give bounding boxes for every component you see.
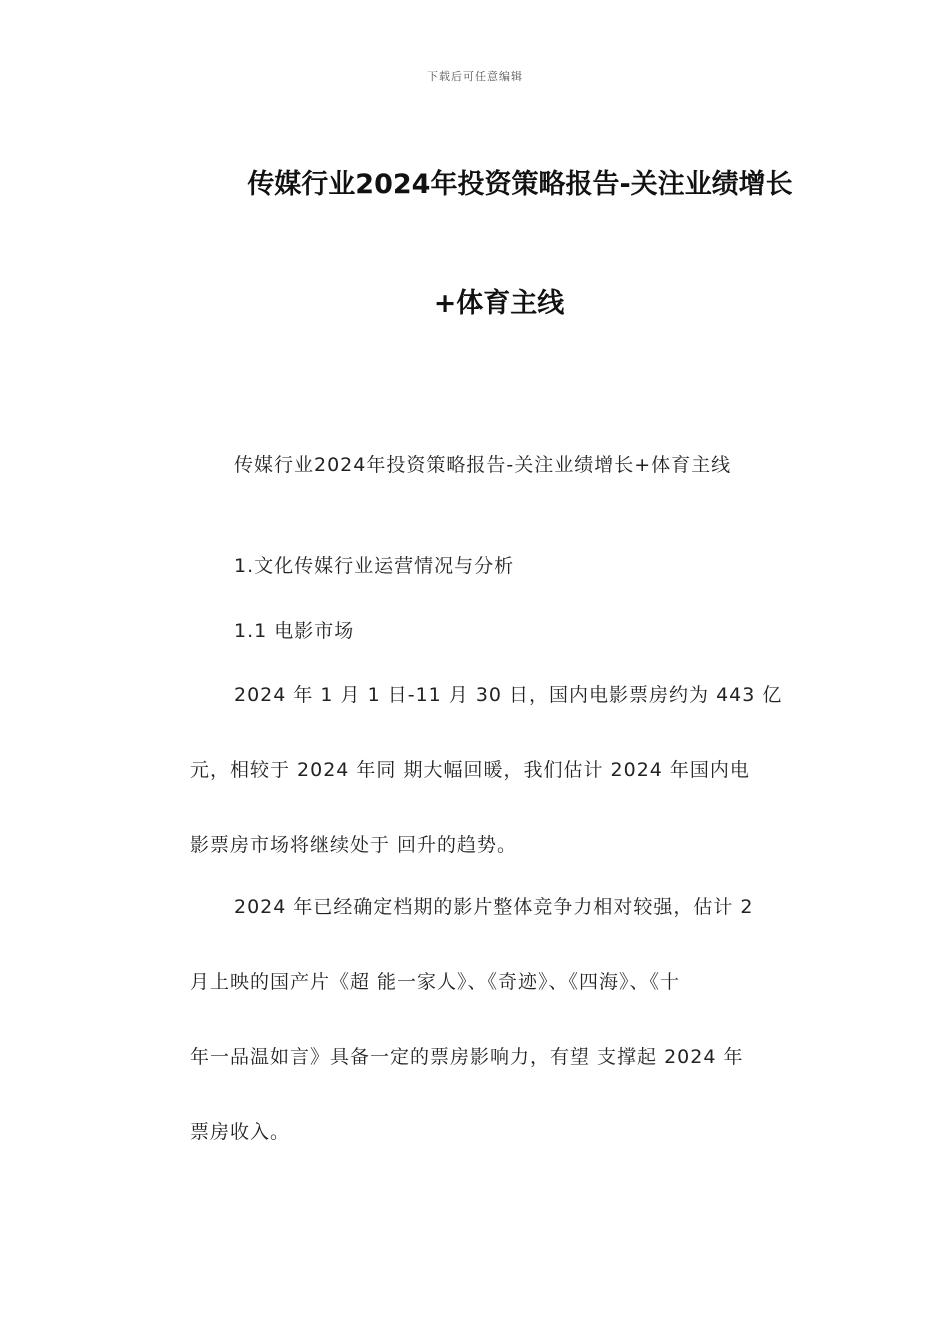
paragraph-1-line-2: 元，相较于 2024 年同 期大幅回暖，我们估计 2024 年国内电 — [190, 759, 750, 781]
document-title-line-1: 传媒行业2024年投资策略报告-关注业绩增长 — [247, 169, 793, 200]
paragraph-2-line-3: 年一品温如言》具备一定的票房影响力，有望 支撑起 2024 年 — [190, 1046, 744, 1068]
document-title-line-2: +体育主线 — [433, 288, 565, 319]
paragraph-2-line-4: 票房收入。 — [190, 1121, 291, 1143]
section-heading-1: 1.文化传媒行业运营情况与分析 — [234, 555, 515, 577]
paragraph-1-line-1: 2024 年 1 月 1 日-11 月 30 日，国内电影票房约为 443 亿 — [234, 684, 783, 706]
page-header: 下载后可任意编辑 — [427, 70, 523, 83]
paragraph-2-line-1: 2024 年已经确定档期的影片整体竞争力相对较强，估计 2 — [234, 896, 754, 918]
paragraph-1-line-3: 影票房市场将继续处于 回升的趋势。 — [190, 834, 518, 856]
section-heading-1-1: 1.1 电影市场 — [234, 620, 355, 642]
subtitle: 传媒行业2024年投资策略报告-关注业绩增长+体育主线 — [234, 454, 732, 476]
paragraph-2-line-2: 月上映的国产片《超 能一家人》、《奇迹》、《四海》、《十 — [190, 971, 681, 993]
